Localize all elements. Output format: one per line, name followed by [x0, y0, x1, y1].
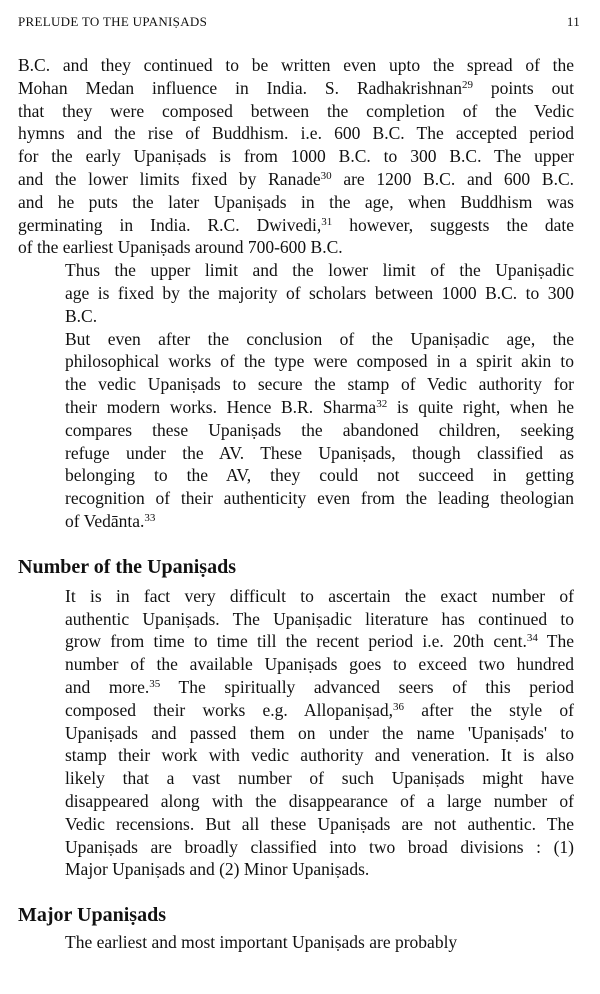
running-title: PRELUDE TO THE UPANIṢADS: [18, 14, 208, 29]
text-line: for the early Upaniṣads is from 1000 B.C. to 300 B.C. The upper: [18, 146, 574, 167]
text-line: Vedic recensions. But all these Upaniṣads are not authentic. The: [65, 813, 574, 834]
text-line: Upaniṣads are broadly classified into two broad divisions : (1): [65, 836, 574, 857]
text-line: the vedic Upaniṣads to secure the stamp of Vedic authority for: [65, 374, 574, 395]
text-line: It is in fact very difficult to ascertain the exact number of: [65, 585, 574, 606]
text-line: B.C.: [65, 305, 98, 326]
text-line: and the lower limits fixed by Ranade$^{30}$ are 1200 B.C. and 600 B.C.: [18, 168, 574, 189]
text-line: grow from time to time till the recent period i.e. 20th cent.$^{34}$ The: [65, 631, 574, 652]
text-line: disappeared along with the disappearance of a large number of: [65, 790, 574, 811]
footnote-ref: 36: [393, 700, 404, 713]
footnote-ref: 32: [376, 397, 388, 410]
text-line: and he puts the later Upaniṣads in the age, when Buddhism was: [18, 191, 574, 212]
footnote-ref: 29: [461, 78, 473, 91]
paragraph-1: [18, 54, 574, 259]
text-line: authentic Upaniṣads. The Upaniṣadic literature has continued to: [65, 608, 574, 629]
paragraph-4: [18, 585, 574, 881]
text-line: their modern works. Hence B.R. Sharma$^{32}$ is quite right, when he: [65, 396, 574, 417]
text-line: Major Upaniṣads and (2) Minor Upaniṣads.: [65, 859, 370, 880]
text-line: But even after the conclusion of the Upaniṣadic age, the: [65, 328, 574, 349]
text-line: Thus the upper limit and the lower limit of the Upaniṣadic: [65, 260, 574, 281]
text-line: number of the available Upaniṣads goes to exceed two hundred: [65, 654, 574, 675]
section-heading-major: Major Upaniṣads: [18, 904, 166, 927]
text-line: Upaniṣads and passed them on under the name 'Upaniṣads' to: [65, 722, 574, 743]
footnote-ref: 35: [149, 677, 161, 690]
footnote-ref: 34: [526, 632, 538, 645]
text-line: of Vedānta.$^{33}$: [65, 510, 156, 531]
footnote-ref: 31: [321, 215, 333, 228]
text-line: recognition of their authenticity even from the leading theologian: [65, 488, 574, 509]
paragraph-5: [18, 931, 574, 954]
text-line: composed their works e.g. Allopaniṣad,$^{36}$ after the style of: [65, 699, 574, 720]
text-line: compares these Upaniṣads the abandoned children, seeking: [65, 419, 574, 440]
text-line: Mohan Medan influence in India. S. Radhakrishnan$^{29}$ points out: [18, 77, 574, 98]
text-line: that they were composed between the completion of the Vedic: [18, 100, 574, 121]
text-line: germinating in India. R.C. Dwivedi,$^{31}$ however, suggests the date: [18, 214, 574, 235]
page-body: [18, 54, 574, 954]
footnote-ref: 33: [144, 511, 156, 524]
text-line: age is fixed by the majority of scholars between 1000 B.C. to 300: [65, 282, 574, 303]
paragraph-3: [18, 328, 574, 533]
text-line: and more.$^{35}$ The spiritually advanced seers of this period: [65, 676, 574, 697]
paragraph-2: [18, 259, 574, 327]
text-line: philosophical works of the type were composed in a spirit akin to: [65, 351, 574, 372]
text-line: stamp their work with vedic authority and veneration. It is also: [65, 745, 574, 766]
page-number: 11: [566, 14, 580, 29]
text-line: B.C. and they continued to be written even upto the spread of the: [18, 55, 574, 75]
text-line: hymns and the rise of Buddhism. i.e. 600 B.C. The accepted period: [18, 123, 574, 144]
text-line: The earliest and most important Upaniṣads are probably: [65, 932, 458, 953]
text-line: of the earliest Upaniṣads around 700-600 B.C.: [18, 237, 343, 258]
text-line: refuge under the AV. These Upaniṣads, though classified as: [65, 442, 574, 463]
footnote-ref: 30: [320, 169, 332, 182]
text-line: likely that a vast number of such Upaniṣads might have: [65, 768, 574, 789]
section-heading-number: Number of the Upaniṣads: [18, 555, 236, 578]
text-line: belonging to the AV, they could not succeed in getting: [65, 465, 574, 486]
